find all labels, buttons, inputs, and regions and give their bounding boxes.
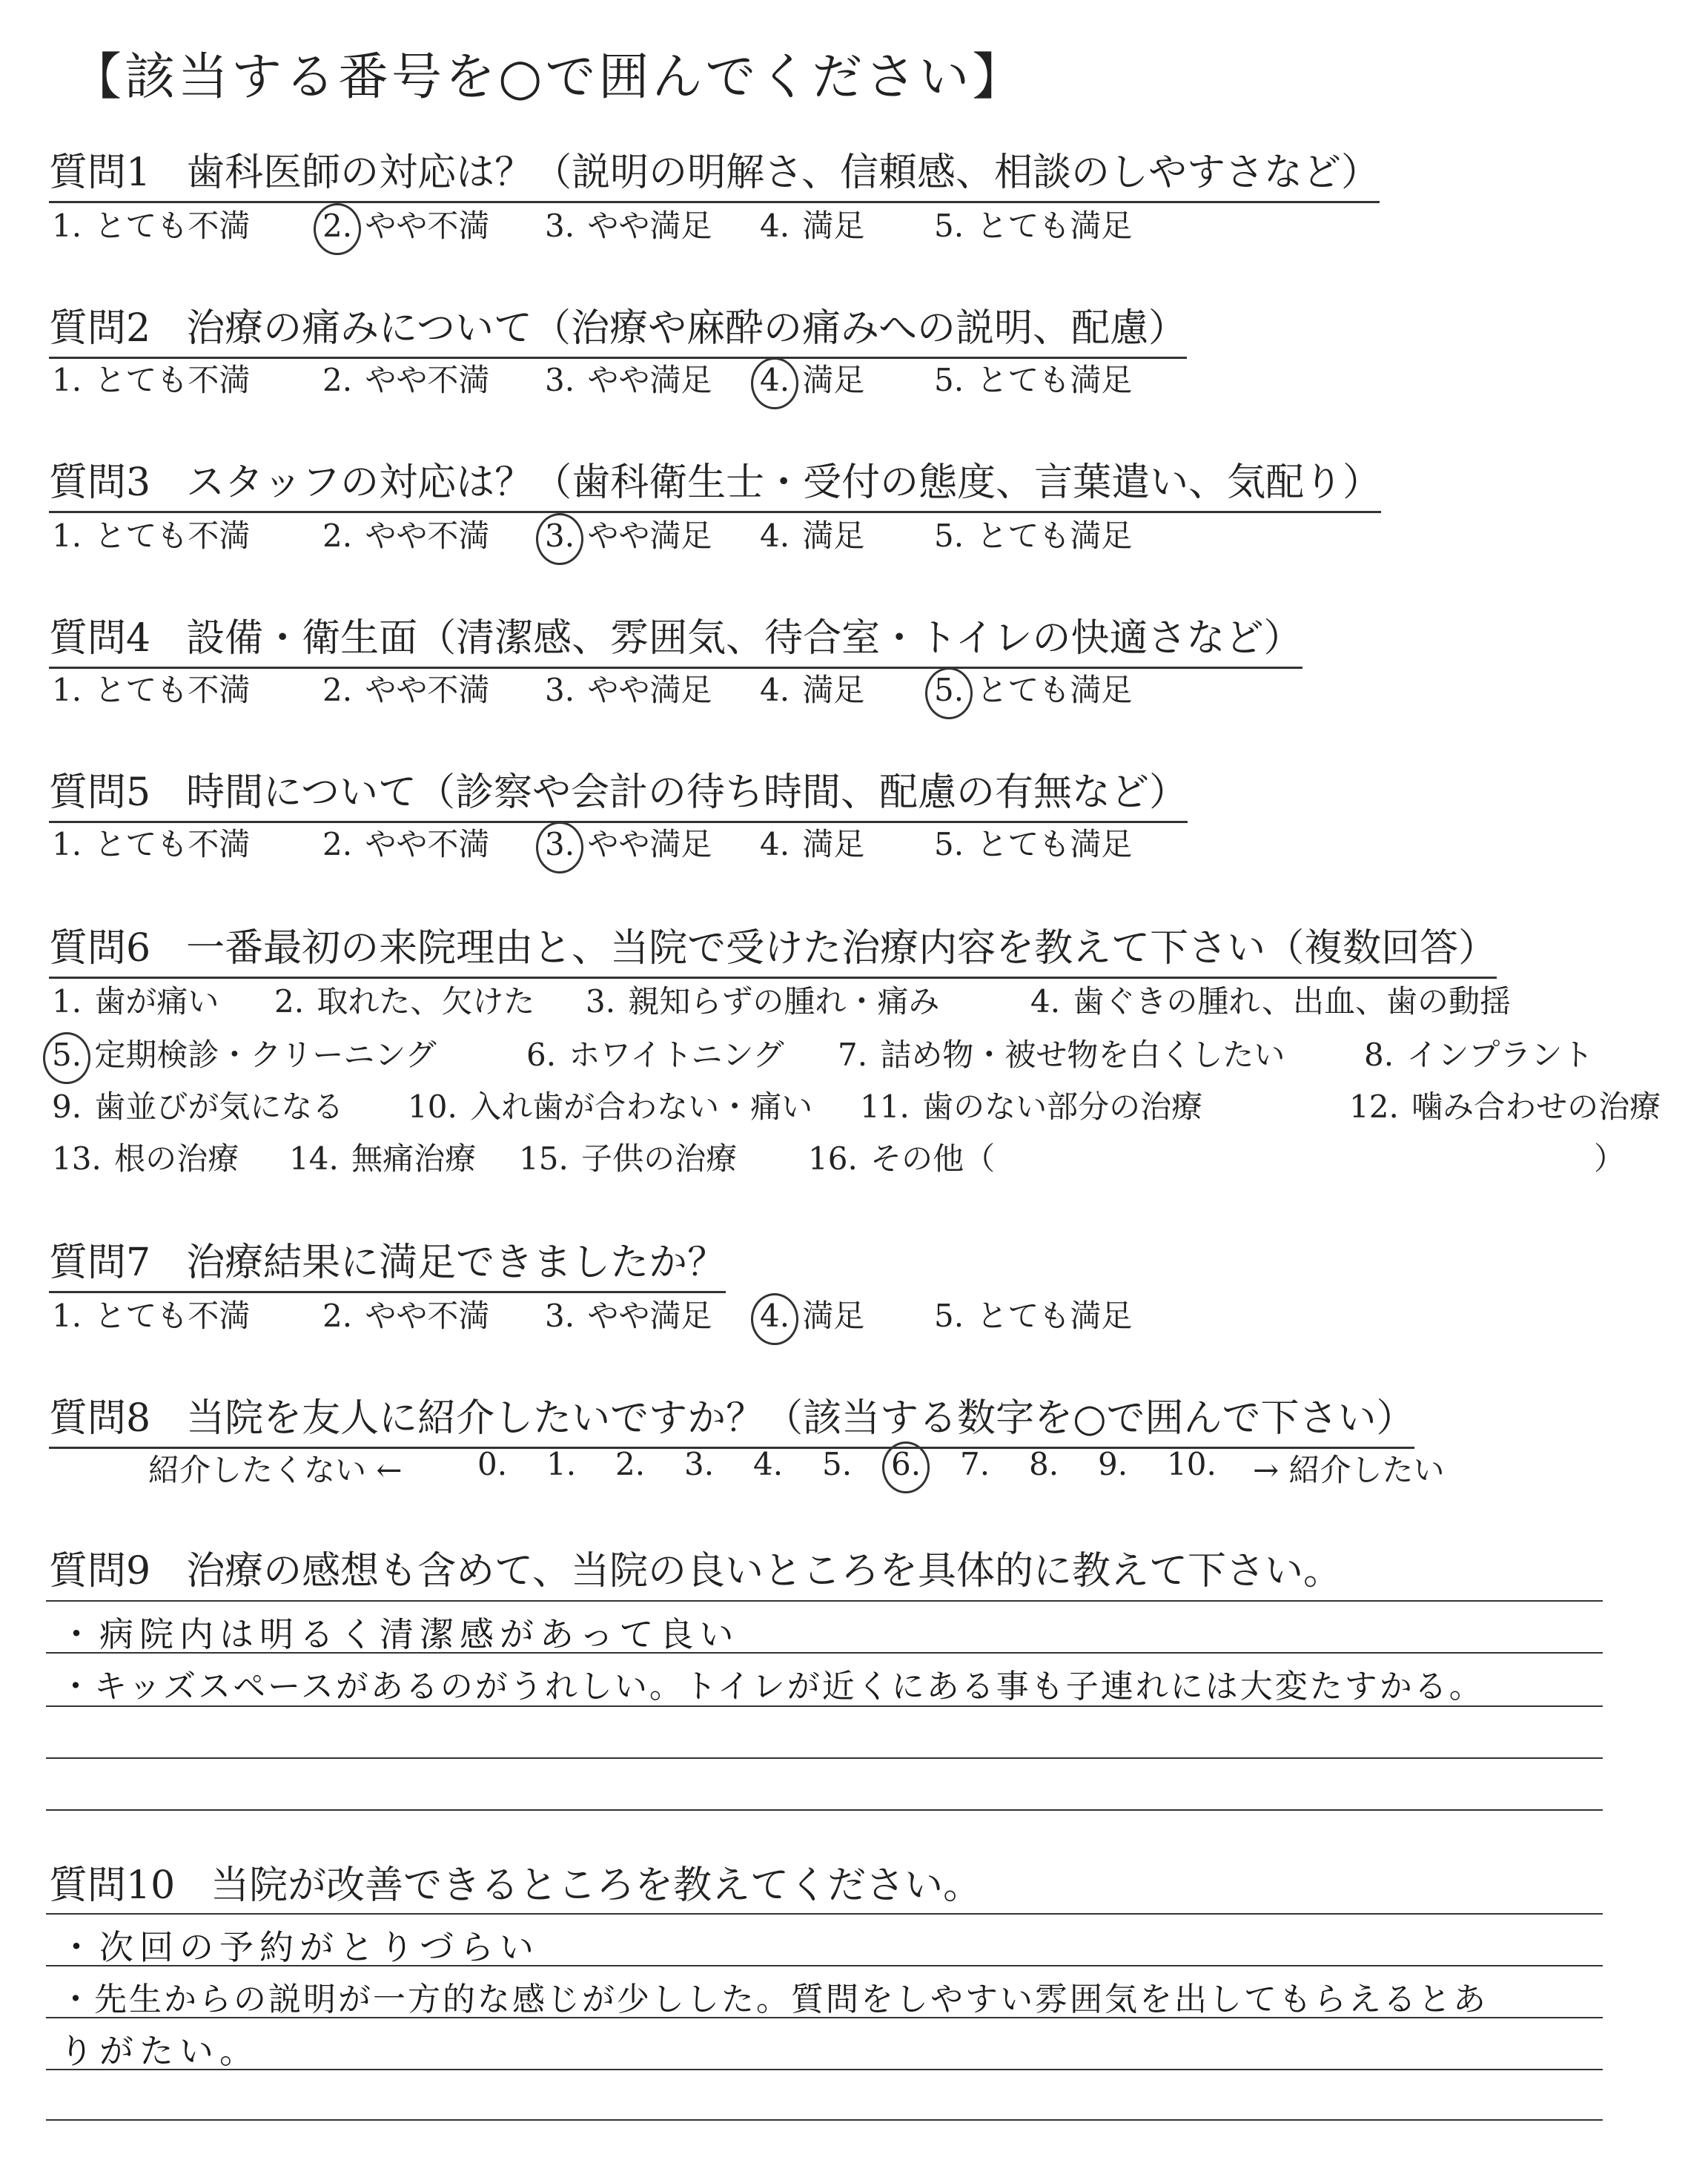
option-label: とても満足 xyxy=(967,826,1133,862)
option-number: 4. xyxy=(1030,983,1061,1020)
question-8-title xyxy=(49,1387,1414,1449)
option-number: 1. xyxy=(52,518,82,554)
option-4[interactable] xyxy=(757,1292,864,1336)
option-label: 満足 xyxy=(792,672,865,708)
scale-number: 2. xyxy=(615,1446,646,1482)
scale-number: 3. xyxy=(684,1446,715,1482)
question-number: 質問4 xyxy=(49,616,151,661)
option-number: 2. xyxy=(322,518,353,554)
option-2[interactable] xyxy=(320,356,489,400)
option-number: 15. xyxy=(519,1140,569,1177)
option-number: 1. xyxy=(52,983,82,1020)
option-label: 取れた、欠けた xyxy=(307,983,535,1020)
option-4[interactable] xyxy=(1027,977,1511,1022)
scale-value-7[interactable] xyxy=(957,1446,993,1482)
answer-line xyxy=(46,1913,1603,1915)
question-10-title xyxy=(49,1854,982,1914)
q9-answer-2: ・キッズスペースがあるのがうれしい。トイレが近くにある事も子連れには大変たすかる。 xyxy=(59,1668,1484,1705)
answer-line xyxy=(46,1705,1603,1707)
question-4-title xyxy=(49,607,1302,669)
answer-line xyxy=(46,1652,1603,1654)
option-2[interactable] xyxy=(405,1083,812,1127)
option-number: 5. xyxy=(934,362,964,398)
option-number: 4. xyxy=(757,362,792,398)
option-label: とても満足 xyxy=(967,208,1133,244)
question-number: 質問7 xyxy=(49,1241,151,1285)
option-label: やや満足 xyxy=(577,826,712,862)
option-3[interactable] xyxy=(542,512,712,556)
question-6-title xyxy=(49,916,1497,979)
option-number: 1. xyxy=(52,1298,82,1334)
option-label: とても満足 xyxy=(967,1298,1133,1334)
option-label: 入れ歯が合わない・痛い xyxy=(460,1089,813,1125)
scale-number: 1. xyxy=(546,1446,577,1482)
recommend-left-label: 紹介したくない ← xyxy=(148,1452,403,1488)
option-5[interactable] xyxy=(931,820,1132,865)
option-label: 根の治療 xyxy=(104,1140,239,1177)
option-label: 詰め物・被せ物を白くしたい xyxy=(870,1037,1285,1073)
option-label: やや不満 xyxy=(355,672,490,708)
option-1[interactable] xyxy=(49,1083,343,1127)
option-label: 歯並びが気になる xyxy=(85,1089,344,1125)
option-number: 2. xyxy=(322,1298,353,1334)
q9-answer-1: ・病院内は明るく清潔感があって良い xyxy=(59,1614,740,1654)
question-number: 質問3 xyxy=(49,460,151,505)
option-number: 14. xyxy=(289,1140,339,1177)
option-number: 2. xyxy=(274,983,305,1020)
option-label: やや満足 xyxy=(577,672,712,708)
option-label: とても不満 xyxy=(85,1298,251,1334)
option-number: 3. xyxy=(545,672,575,708)
option-number: 5. xyxy=(934,518,964,554)
question-9-title xyxy=(49,1539,1342,1599)
option-5[interactable] xyxy=(931,1292,1132,1336)
option-label: やや不満 xyxy=(355,1298,490,1334)
option-label: 親知らずの腫れ・痛み xyxy=(618,983,940,1020)
option-3[interactable] xyxy=(542,820,712,865)
scale-number: 6. xyxy=(888,1446,924,1482)
scale-value-8[interactable] xyxy=(1026,1446,1062,1482)
scale-value-0[interactable] xyxy=(474,1446,510,1482)
option-label: その他（ xyxy=(860,1140,996,1177)
answer-line xyxy=(46,1600,1603,1602)
scale-number: 0. xyxy=(477,1446,508,1482)
question-number: 質問8 xyxy=(49,1396,151,1441)
option-5[interactable] xyxy=(931,666,1132,710)
question-number: 質問2 xyxy=(49,306,151,351)
option-number: 4. xyxy=(760,518,790,554)
question-text: 治療の痛みについて（治療や麻酔の痛みへの説明、配慮） xyxy=(186,306,1188,351)
option-number: 12. xyxy=(1349,1089,1399,1125)
scale-number: 7. xyxy=(960,1446,990,1482)
option-label: とても不満 xyxy=(85,826,251,862)
scale-value-5[interactable] xyxy=(819,1446,855,1482)
question-number: 質問5 xyxy=(49,770,151,815)
answer-line xyxy=(46,1809,1603,1811)
option-number: 3. xyxy=(542,518,577,554)
option-4[interactable] xyxy=(1361,1031,1593,1075)
scale-value-1[interactable] xyxy=(543,1446,579,1482)
option-1[interactable] xyxy=(49,356,250,400)
recommend-right-label: → 紹介したい xyxy=(1253,1452,1445,1488)
option-4[interactable] xyxy=(757,202,864,246)
option-number: 4. xyxy=(757,1298,792,1334)
other-close-paren: ） xyxy=(1594,1140,1626,1177)
q10-answer-2: ・先生からの説明が一方的な感じが少しした。質問をしやすい雰囲気を出してもらえるとあ xyxy=(59,1981,1488,2018)
option-number: 10. xyxy=(408,1089,457,1125)
question-text: 設備・衛生面（清潔感、雰囲気、待合室・トイレの快適さなど） xyxy=(186,616,1302,661)
option-label: やや満足 xyxy=(577,362,712,398)
option-number: 16. xyxy=(808,1140,858,1177)
answer-line xyxy=(46,1757,1603,1759)
option-label: やや不満 xyxy=(355,826,490,862)
option-number: 4. xyxy=(760,672,790,708)
option-3[interactable] xyxy=(857,1083,1202,1127)
option-label: 無痛治療 xyxy=(341,1140,477,1177)
option-5[interactable] xyxy=(931,356,1132,400)
option-number: 1. xyxy=(52,672,82,708)
option-number: 1. xyxy=(52,362,82,398)
option-3[interactable] xyxy=(542,666,712,710)
option-label: とても不満 xyxy=(85,672,251,708)
option-label: 子供の治療 xyxy=(571,1140,738,1177)
option-number: 2. xyxy=(322,826,353,862)
option-1[interactable] xyxy=(49,1292,250,1336)
scale-number: 4. xyxy=(753,1446,784,1482)
option-1[interactable] xyxy=(49,820,250,865)
option-label: 歯ぐきの腫れ、出血、歯の動揺 xyxy=(1063,983,1511,1020)
option-label: やや不満 xyxy=(355,362,490,398)
option-number: 3. xyxy=(545,208,575,244)
option-label: とても不満 xyxy=(85,362,251,398)
answer-line xyxy=(46,2119,1603,2121)
option-4[interactable] xyxy=(805,1135,995,1179)
option-2[interactable] xyxy=(320,202,489,246)
scale-number: 9. xyxy=(1098,1446,1128,1482)
option-number: 13. xyxy=(52,1140,102,1177)
scale-value-10[interactable] xyxy=(1164,1446,1219,1482)
question-text: 治療結果に満足できましたか？ xyxy=(186,1241,726,1285)
question-text: 当院を友人に紹介したいですか？（該当する数字を○で囲んで下さい） xyxy=(186,1396,1415,1441)
option-1[interactable] xyxy=(49,1135,239,1179)
option-number: 2. xyxy=(322,362,353,398)
scale-value-4[interactable] xyxy=(750,1446,786,1482)
answer-line xyxy=(46,2069,1603,2070)
option-label: 噛み合わせの治療 xyxy=(1401,1089,1661,1125)
option-number: 5. xyxy=(934,208,964,244)
option-label: 定期検診・クリーニング xyxy=(85,1037,437,1073)
option-number: 5. xyxy=(934,1298,964,1334)
option-1[interactable] xyxy=(49,202,250,246)
question-text: 当院が改善できるところを教えてください。 xyxy=(211,1863,982,1908)
option-4[interactable] xyxy=(757,666,864,710)
scale-number: 5. xyxy=(822,1446,853,1482)
question-text: 歯科医師の対応は？（説明の明解さ、信頼感、相談のしやすさなど） xyxy=(186,151,1380,195)
option-number: 9. xyxy=(52,1089,82,1125)
option-label: とても不満 xyxy=(85,518,251,554)
option-2[interactable] xyxy=(523,1031,784,1075)
option-4[interactable] xyxy=(757,356,864,400)
option-4[interactable] xyxy=(1346,1083,1661,1127)
option-number: 2. xyxy=(320,208,355,244)
option-1[interactable] xyxy=(49,1031,437,1075)
option-4[interactable] xyxy=(757,820,864,865)
option-1[interactable] xyxy=(49,666,250,710)
option-2[interactable] xyxy=(320,1292,489,1336)
option-label: 満足 xyxy=(792,518,865,554)
option-2[interactable] xyxy=(271,977,534,1022)
option-3[interactable] xyxy=(542,356,712,400)
question-number: 質問9 xyxy=(49,1549,151,1593)
option-number: 3. xyxy=(545,1298,575,1334)
option-label: とても満足 xyxy=(967,518,1133,554)
scale-value-2[interactable] xyxy=(612,1446,648,1482)
question-text: 時間について（診察や会計の待ち時間、配慮の有無など） xyxy=(186,770,1188,815)
option-label: やや不満 xyxy=(355,518,490,554)
option-2[interactable] xyxy=(320,666,489,710)
question-1-title xyxy=(49,141,1380,203)
question-2-title xyxy=(49,297,1187,359)
option-number: 5. xyxy=(49,1037,85,1073)
option-number: 6. xyxy=(526,1037,557,1073)
option-label: ホワイトニング xyxy=(559,1037,784,1073)
question-text: 治療の感想も含めて、当院の良いところを具体的に教えて下さい。 xyxy=(186,1549,1343,1593)
q10-answer-3: りがたい。 xyxy=(59,2031,259,2071)
option-label: とても不満 xyxy=(85,208,251,244)
option-number: 3. xyxy=(545,362,575,398)
option-label: 歯のない部分の治療 xyxy=(912,1089,1203,1125)
option-number: 4. xyxy=(760,208,790,244)
page-title: 【該当する番号を○で囲んでください】 xyxy=(71,48,1026,107)
question-number: 質問6 xyxy=(49,926,151,971)
option-number: 5. xyxy=(934,826,964,862)
option-number: 5. xyxy=(931,672,967,708)
option-number: 3. xyxy=(542,826,577,862)
option-1[interactable] xyxy=(49,512,250,556)
option-4[interactable] xyxy=(757,512,864,556)
option-3[interactable] xyxy=(542,202,712,246)
option-2[interactable] xyxy=(320,820,489,865)
option-1[interactable] xyxy=(49,977,219,1022)
question-5-title xyxy=(49,761,1188,823)
question-number: 質問1 xyxy=(49,151,151,195)
q10-answer-1: ・次回の予約がとりづらい xyxy=(59,1927,540,1967)
option-label: 満足 xyxy=(792,208,865,244)
option-3[interactable] xyxy=(835,1031,1285,1075)
answer-line xyxy=(46,1965,1603,1966)
option-number: 8. xyxy=(1364,1037,1394,1073)
option-5[interactable] xyxy=(931,202,1132,246)
question-7-title xyxy=(49,1231,726,1293)
option-3[interactable] xyxy=(516,1135,737,1179)
option-number: 11. xyxy=(860,1089,910,1125)
option-label: とても満足 xyxy=(967,672,1133,708)
option-2[interactable] xyxy=(286,1135,476,1179)
scale-number: 8. xyxy=(1029,1446,1059,1482)
option-number: 3. xyxy=(586,983,616,1020)
question-text: 一番最初の来院理由と、当院で受けた治療内容を教えて下さい（複数回答） xyxy=(186,926,1497,971)
question-3-title xyxy=(49,451,1381,513)
answer-line xyxy=(46,2017,1603,2018)
scale-value-6[interactable] xyxy=(888,1446,924,1482)
option-3[interactable] xyxy=(583,977,939,1022)
scale-value-3[interactable] xyxy=(681,1446,717,1482)
option-5[interactable] xyxy=(931,512,1132,556)
question-text: スタッフの対応は？（歯科衛生士・受付の態度、言葉遣い、気配り） xyxy=(186,460,1382,505)
option-label: 満足 xyxy=(792,826,865,862)
option-label: やや満足 xyxy=(577,1298,712,1334)
scale-number: 10. xyxy=(1167,1446,1217,1482)
option-2[interactable] xyxy=(320,512,489,556)
option-label: 満足 xyxy=(792,1298,865,1334)
option-label: やや満足 xyxy=(577,518,712,554)
option-number: 4. xyxy=(760,826,790,862)
scale-value-9[interactable] xyxy=(1095,1446,1131,1482)
option-number: 7. xyxy=(838,1037,868,1073)
option-label: 歯が痛い xyxy=(85,983,219,1020)
option-label: やや満足 xyxy=(577,208,712,244)
option-number: 2. xyxy=(322,672,353,708)
option-label: インプラント xyxy=(1397,1037,1594,1073)
option-3[interactable] xyxy=(542,1292,712,1336)
option-label: やや不満 xyxy=(355,208,490,244)
option-number: 1. xyxy=(52,826,82,862)
option-label: とても満足 xyxy=(967,362,1133,398)
option-number: 1. xyxy=(52,208,82,244)
question-number: 質問10 xyxy=(49,1863,176,1908)
option-label: 満足 xyxy=(792,362,865,398)
